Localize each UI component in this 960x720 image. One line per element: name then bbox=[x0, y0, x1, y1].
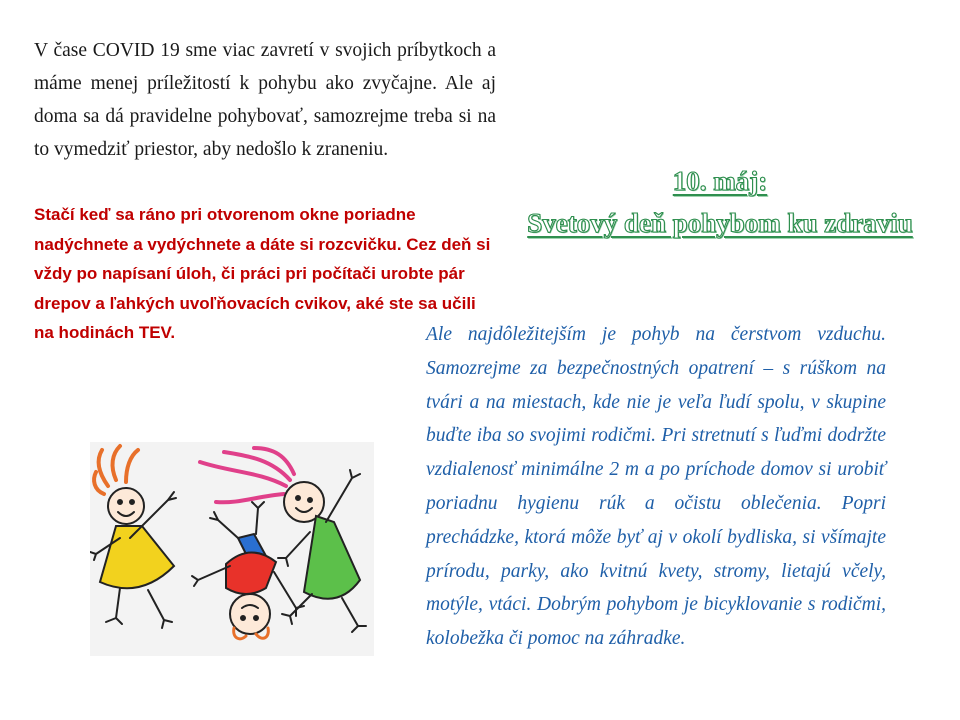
dancing-children-illustration bbox=[90, 442, 374, 656]
child-red-shirt bbox=[192, 502, 304, 639]
child-green-dress bbox=[200, 448, 366, 632]
headline-title: Svetový deň pohybom ku zdraviu bbox=[527, 208, 913, 238]
headline-date: 10. máj: bbox=[672, 166, 768, 196]
headline bbox=[480, 160, 960, 244]
exercise-tip-paragraph: Stačí keď sa ráno pri otvorenom okne poriadne nadýchnete a vydýchnete a dáte si rozcvičku. Cez deň si vždy po napísaní úloh, či práci pri počítači urobte pár drepov a ľahkých uvoľňovacích cvikov, aké ste sa učili na hodinách TEV. bbox=[34, 205, 491, 342]
intro-paragraph: V čase COVID 19 sme viac zavretí v svojich príbytkoch a máme menej príležitostí k pohybu ako zvyčajne. Ale aj doma sa dá pravidelne pohybovať, samozrejme treba si na to vymedziť priestor, aby nedošlo k zraneniu. bbox=[34, 40, 496, 160]
child-yellow-dress bbox=[90, 446, 176, 628]
outdoor-activity-paragraph: Ale najdôležitejším je pohyb na čerstvom vzduchu. Samozrejme za bezpečnostných opatrení – s rúškom na tvári a na miestach, kde nie je veľa ľudí spolu, v skupine buďte iba so svojimi rodičmi. Pri stretnutí s ľuďmi dodržte vzdialenosť minimálne 2 m a po príchode domov si urobiť poriadnu hygienu rúk a očistu oblečenia. Popri prechádzke, ktorá môže byť aj v okolí bydliska, si všímajte prírodu, parky, ako kvitnú kvety, stromy, lietajú včely, motýle, vtáci. Dobrým pohybom je bicyklovanie s rodičmi, kolobežka či pomoc na záhradke. bbox=[426, 324, 886, 650]
